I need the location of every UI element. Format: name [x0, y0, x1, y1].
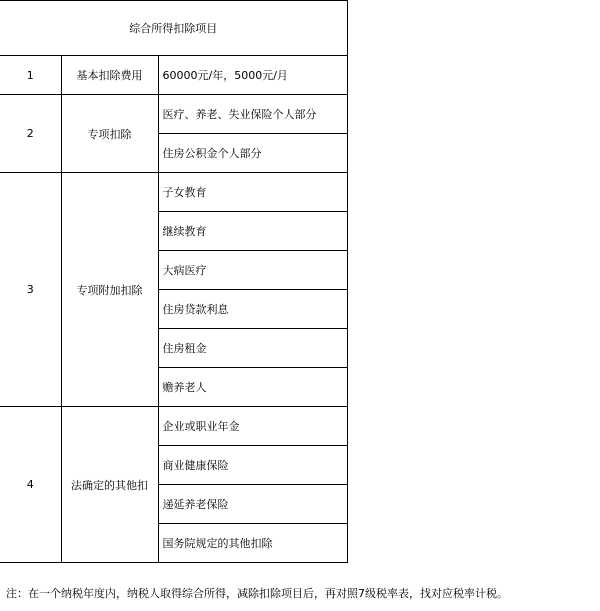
table-row	[0, 95, 347, 134]
table-title: 综合所得扣除项目	[0, 1, 347, 56]
item-cell: 赡养老人	[158, 368, 347, 407]
item-cell: 大病医疗	[158, 251, 347, 290]
category-cell: 专项附加扣除	[61, 173, 158, 407]
item-cell: 企业或职业年金	[158, 407, 347, 446]
category-cell: 专项扣除	[61, 95, 158, 173]
row-number: 2	[0, 95, 61, 173]
item-cell: 国务院规定的其他扣除	[158, 524, 347, 563]
item-cell: 递延养老保险	[158, 485, 347, 524]
row-number: 4	[0, 407, 61, 563]
category-cell: 基本扣除费用	[61, 56, 158, 95]
item-cell: 子女教育	[158, 173, 347, 212]
item-cell: 住房租金	[158, 329, 347, 368]
item-cell: 继续教育	[158, 212, 347, 251]
item-cell: 住房贷款利息	[158, 290, 347, 329]
table-row	[0, 56, 347, 95]
category-cell: 法确定的其他扣	[61, 407, 158, 563]
item-cell: 医疗、养老、失业保险个人部分	[158, 95, 347, 134]
table-title-row	[0, 1, 347, 56]
item-cell: 商业健康保险	[158, 446, 347, 485]
row-number: 3	[0, 173, 61, 407]
footnote: 注：在一个纳税年度内，纳税人取得综合所得，减除扣除项目后，再对照7级税率表，找对应税率计税。	[6, 587, 508, 600]
item-cell: 60000元/年，5000元/月	[158, 56, 347, 95]
table-row	[0, 173, 347, 212]
row-number: 1	[0, 56, 61, 95]
table-row	[0, 407, 347, 446]
item-cell: 住房公积金个人部分	[158, 134, 347, 173]
